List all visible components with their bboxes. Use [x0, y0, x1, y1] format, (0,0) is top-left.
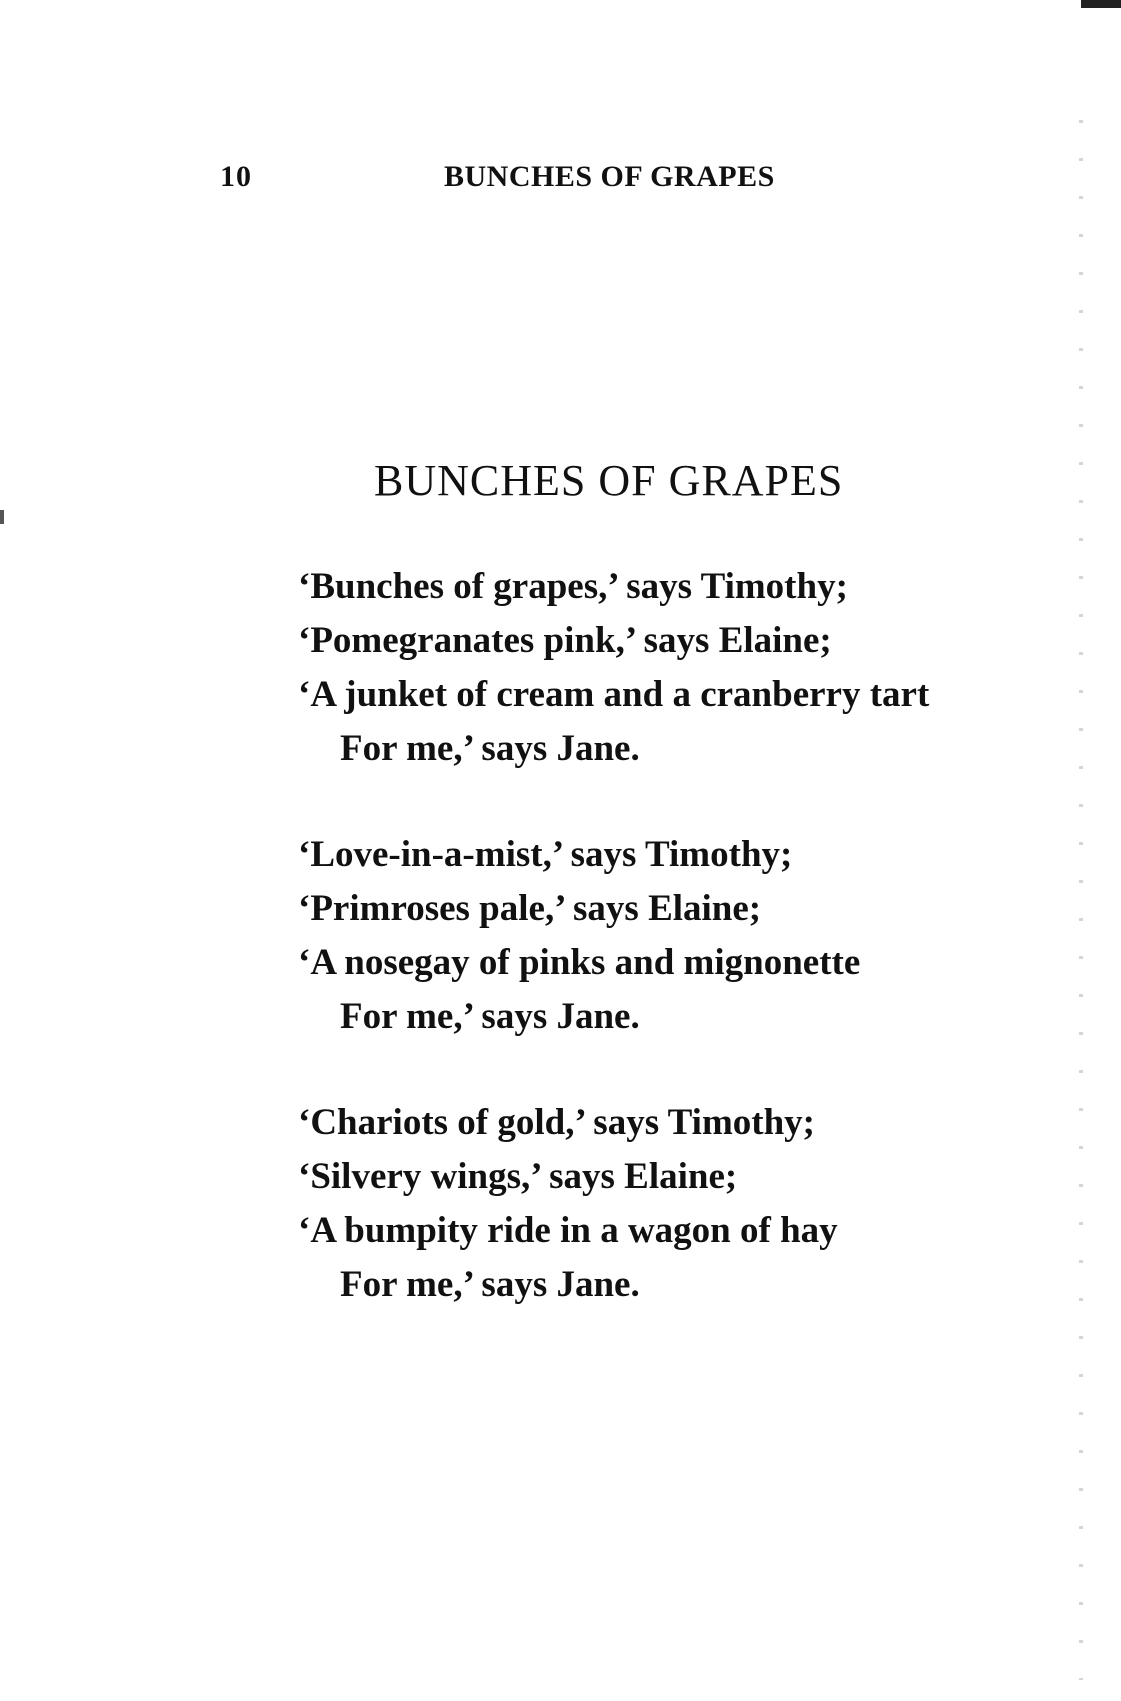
poem-line: ‘A nosegay of pinks and mignonette: [298, 942, 861, 983]
poem-line: ‘Love-in-a-mist,’ says Timothy;: [298, 834, 793, 875]
poem-line: ‘Bunches of grapes,’ says Timothy;: [298, 566, 848, 607]
running-title: BUNCHES OF GRAPES: [444, 160, 775, 193]
page-edge-specks: [1079, 120, 1083, 1680]
poem-line: ‘A junket of cream and a cranberry tart: [298, 674, 930, 715]
poem-body: [298, 560, 1058, 1364]
poem-line: ‘A bumpity ride in a wagon of hay: [298, 1210, 838, 1251]
page-edge-mark: [1081, 0, 1121, 8]
left-edge-mark: [0, 510, 4, 524]
poem-line: ‘Silvery wings,’ says Elaine;: [298, 1156, 738, 1197]
poem-line: For me,’ says Jane.: [340, 1264, 640, 1305]
running-head: [0, 160, 1121, 200]
poem-line: For me,’ says Jane.: [340, 996, 640, 1037]
page-number: 10: [220, 160, 252, 193]
poem-title: BUNCHES OF GRAPES: [374, 456, 844, 505]
poem-line: For me,’ says Jane.: [340, 728, 640, 769]
stanza-1: [298, 560, 1058, 776]
stanza-2: [298, 828, 1058, 1044]
poem-line: ‘Chariots of gold,’ says Timothy;: [298, 1102, 816, 1143]
poem-line: ‘Primroses pale,’ says Elaine;: [298, 888, 762, 929]
poem-line: ‘Pomegranates pink,’ says Elaine;: [298, 620, 832, 661]
stanza-3: [298, 1096, 1058, 1312]
